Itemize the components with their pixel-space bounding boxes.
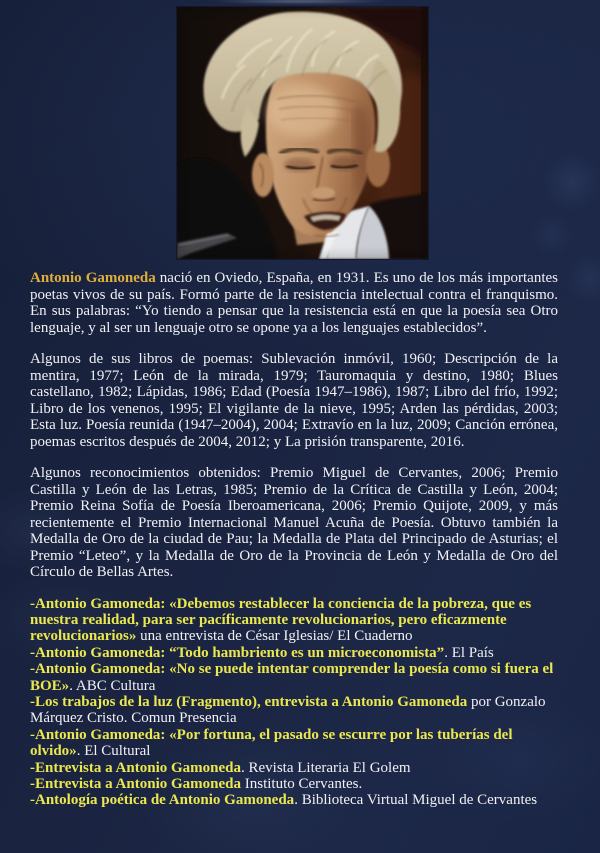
bio-paragraph-intro (30, 270, 558, 336)
top-light-artifact (213, 0, 387, 4)
link-source-el-golem: . Revista Literaria El Golem (241, 759, 411, 776)
reference-link-row (30, 727, 558, 760)
link-source-el-pais: . El País (444, 644, 494, 661)
portrait-illustration (177, 7, 428, 259)
interview-link-pobreza[interactable]: -Antonio Gamoneda: «Debemos restablecer la conciencia de la pobreza, que es nuestra realidad, para ser pacíficamente revolucionarios, pero eficazmente revolucionarios» (30, 595, 532, 645)
reference-link-row (30, 645, 558, 661)
link-source-el-cuaderno: una entrevista de César Iglesias/ El Cuaderno (136, 628, 413, 645)
bio-paragraph-books: Algunos de sus libros de poemas: Sublevación inmóvil, 1960; Descripción de la mentira, 1977; León de la mirada, 1979; Tauromaquia y destino, 1980; Blues castellano, 1982; Lápidas, 1986; Edad (Poesía 1947–1986), 1987; Libro del frío, 1992; Libro de los venenos, 1995; El vigilante de la nieve, 1995; Arden las pérdidas, 2003; Esta luz. Poesía reunida (1947–2004), 2004; Extravío en la luz, 2009; Canción errónea, poemas escritos después de 2004, 2012; y La prisión transparente, 2016. (30, 351, 558, 450)
interview-link-microeconomista[interactable]: -Antonio Gamoneda: “Todo hambriento es un microeconomista” (30, 644, 445, 661)
interview-link-boe[interactable]: -Antonio Gamoneda: «No se puede intentar comprender la poesía como si fuera el BOE» (30, 661, 554, 694)
interview-link-el-golem[interactable]: -Entrevista a Antonio Gamoneda (30, 759, 241, 776)
link-source-abc-cultura: . ABC Cultura (69, 677, 156, 694)
portrait-photo (177, 7, 428, 259)
reference-link-row (30, 792, 558, 808)
antologia-poetica-link[interactable]: -Antología poética de Antonio Gamoneda (30, 792, 295, 809)
link-source-instituto-cervantes: Instituto Cervantes. (241, 775, 363, 792)
bio-content (30, 270, 558, 809)
interview-link-trabajos-de-la-luz[interactable]: -Los trabajos de la luz (Fragmento), entrevista a Antonio Gamoneda (30, 693, 468, 710)
link-source-comun-presencia: por Gonzalo Márquez Cristo. Comun Presencia (30, 693, 546, 727)
interview-link-instituto-cervantes[interactable]: -Entrevista a Antonio Gamoneda (30, 775, 241, 792)
bio-paragraph-intro-text: nació en Oviedo, España, en 1931. Es uno de los más importantes poetas vivos de su país. Formó parte de la resistencia intelectual contra el franquismo. En sus palabras: “Yo tiendo a pensar que la resistencia está en que la poesía sea Otro lenguaje, y al ser un lenguaje otro se opone ya a los lenguajes establecidos”. (30, 270, 558, 336)
reference-link-row (30, 760, 558, 776)
reference-link-row (30, 596, 558, 645)
link-source-biblioteca-virtual: . Biblioteca Virtual Miguel de Cervantes (294, 792, 538, 809)
reference-link-row (30, 661, 558, 694)
poet-name: Antonio Gamoneda (30, 270, 156, 286)
reference-links-section (30, 596, 558, 809)
bio-paragraph-awards: Algunos reconocimientos obtenidos: Premio Miguel de Cervantes, 2006; Premio Castilla y León de las Letras, 1985; Premio de la Crítica de Castilla y León, 2004; Premio Reina Sofía de Poesía Iberoamericana, 2006; Premio Quijote, 2009, y más recientemente el Premio Internacional Manuel Acuña de Poesía. Obtuvo también la Medalla de Oro de la ciudad de Pau; la Medalla de Plata del Principado de Asturias; el Premio “Leteo”, y la Medalla de Oro de la Provincia de León y Medalla de Oro del Círculo de Bellas Artes. (30, 465, 558, 580)
interview-link-tuberias-del-olvido[interactable]: -Antonio Gamoneda: «Por fortuna, el pasado se escurre por las tuberías del olvido» (30, 726, 513, 760)
reference-link-row (30, 776, 558, 792)
reference-link-row (30, 694, 558, 727)
link-source-el-cultural: . El Cultural (76, 743, 151, 760)
